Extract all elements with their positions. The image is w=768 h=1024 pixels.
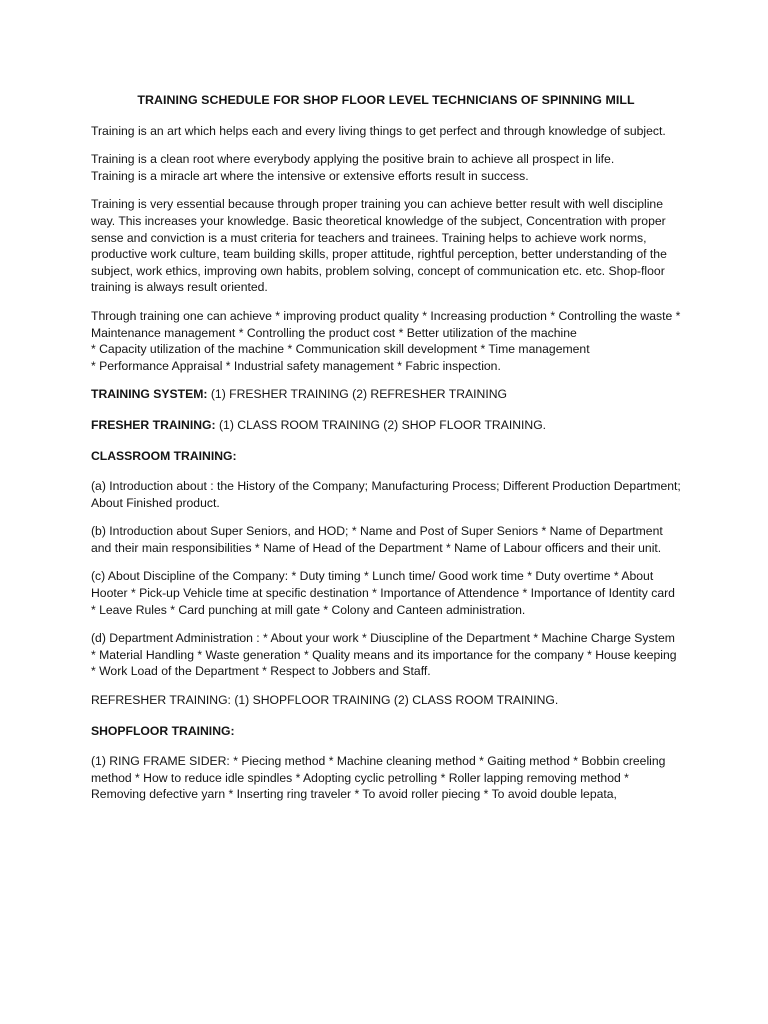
classroom-item-c: (c) About Discipline of the Company: * Duty timing * Lunch time/ Good work time * Duty overtime * About Hooter * Pick-up Vehicle time at specific destination * Importance of Attendence * Importance of Identity card * Leave Rules * Card punching at mill gate * Colony and Canteen administration.	[91, 569, 675, 617]
training-system-line	[91, 386, 681, 403]
fresher-training-line	[91, 417, 681, 434]
benefits-line-1: Through training one can achieve * improving product quality * Increasing production * Controlling the waste * Maintenance management * Controlling the product cost * Better utilization of the machine	[91, 308, 681, 340]
benefits-paragraph	[91, 308, 681, 374]
classroom-item-a: (a) Introduction about : the History of the Company; Manufacturing Process; Different Production Department; About Finished product.	[91, 479, 681, 510]
document-title: TRAINING SCHEDULE FOR SHOP FLOOR LEVEL TECHNICIANS OF SPINNING MILL	[137, 93, 635, 107]
document-body	[91, 92, 681, 815]
classroom-item-b: (b) Introduction about Super Seniors, and HOD; * Name and Post of Super Seniors * Name of Department and their main responsibilities * Name of Head of the Department * Name of Labour officers and their unit.	[91, 524, 663, 555]
intro-paragraph-3: Training is very essential because through proper training you can achieve better result with well discipline way. This increases your knowledge. Basic theoretical knowledge of the subject, Concentration with proper sense and conviction is a must criteria for teachers and trainees. Training helps to achieve work norms, productive work culture, team building skills, proper attitude, rightful perception, better understanding of the subject, work ethics, improving own habits, problem solving, concept of communication etc. etc. Shop-floor training is always result oriented.	[91, 197, 667, 295]
intro-paragraph-2-line-1: Training is a clean root where everybody applying the positive brain to achieve all prospect in life.	[91, 152, 615, 167]
benefits-line-2: * Capacity utilization of the machine * Communication skill development * Time management	[91, 342, 590, 357]
classroom-item-d: (d) Department Administration : * About your work * Diuscipline of the Department * Machine Charge System * Material Handling * Waste generation * Quality means and its importance for the company * House keeping * Work Load of the Department * Respect to Jobbers and Staff.	[91, 631, 677, 679]
training-system-text: (1) FRESHER TRAINING (2) REFRESHER TRAINING	[207, 387, 507, 402]
classroom-training-heading: CLASSROOM TRAINING:	[91, 448, 237, 463]
intro-paragraph-1: Training is an art which helps each and every living things to get perfect and through knowledge of subject.	[91, 123, 666, 138]
shopfloor-item-1: (1) RING FRAME SIDER: * Piecing method * Machine cleaning method * Gaiting method * Bobbin creeling method * How to reduce idle spindles * Adopting cyclic petrolling * Roller lapping removing method * Removing defective yarn * Inserting ring traveler * To avoid roller piecing * To avoid double lepata,	[91, 754, 666, 802]
shopfloor-training-heading: SHOPFLOOR TRAINING:	[91, 723, 235, 738]
refresher-training-line: REFRESHER TRAINING: (1) SHOPFLOOR TRAINING (2) CLASS ROOM TRAINING.	[91, 693, 559, 708]
fresher-training-text: (1) CLASS ROOM TRAINING (2) SHOP FLOOR TRAINING.	[215, 417, 547, 432]
fresher-training-label: FRESHER TRAINING:	[91, 417, 216, 432]
training-system-label: TRAINING SYSTEM:	[91, 387, 208, 402]
intro-paragraph-2	[91, 151, 681, 184]
intro-paragraph-2-line-2: Training is a miracle art where the intensive or extensive efforts result in success.	[91, 168, 529, 183]
benefits-line-3: * Performance Appraisal * Industrial safety management * Fabric inspection.	[91, 358, 501, 373]
